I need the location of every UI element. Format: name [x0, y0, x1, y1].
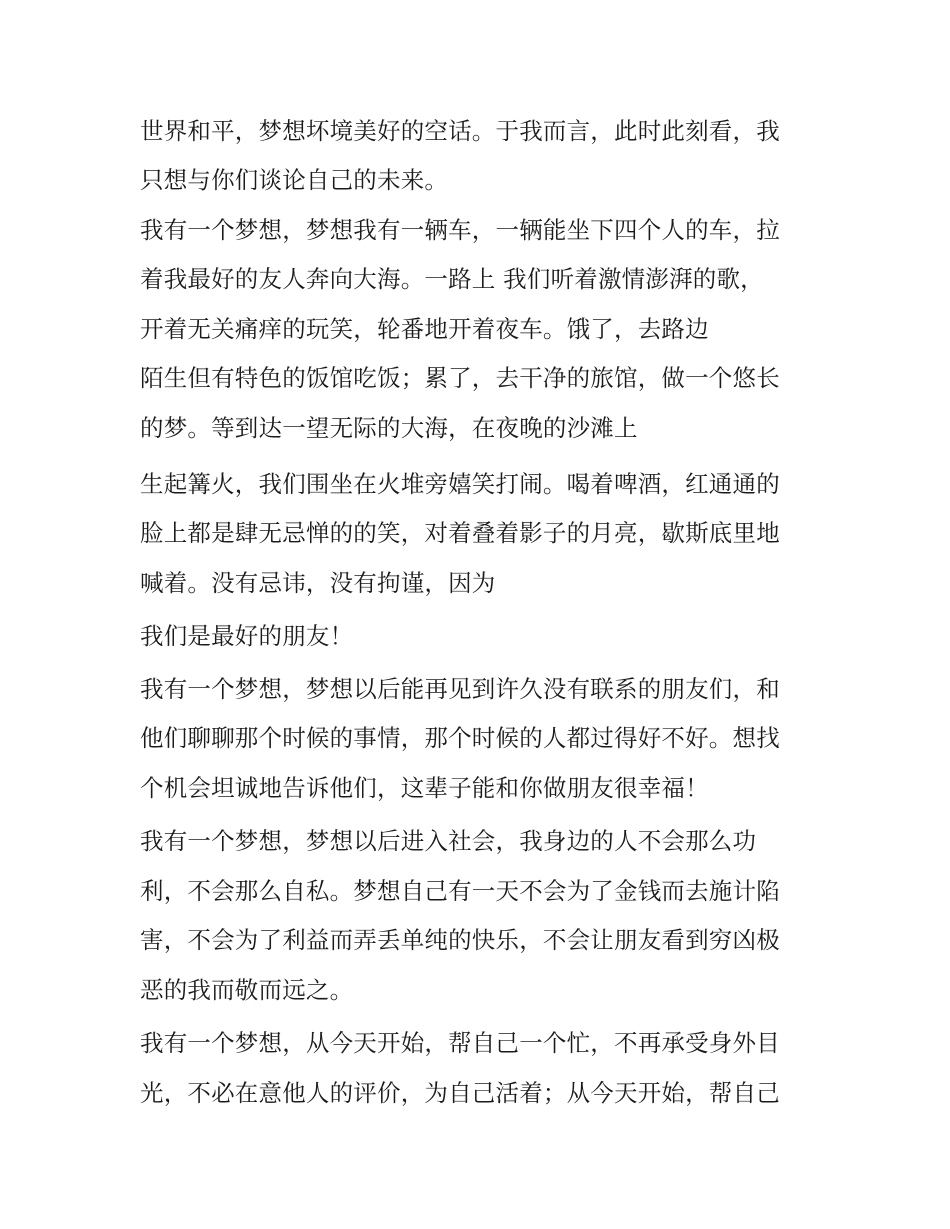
text-line: 脸上都是肆无忌惮的的笑，对着叠着影子的月亮，歇斯底里地: [140, 519, 780, 547]
text-line: 的梦。等到达一望无际的大海，在夜晚的沙滩上: [140, 414, 638, 442]
text-line: 开着无关痛痒的玩笑，轮番地开着夜车。饿了，去路边: [140, 315, 709, 343]
text-line: 生起篝火，我们围坐在火堆旁嬉笑打闹。喝着啤酒，红通通的: [140, 470, 780, 498]
text-line: 恶的我而敬而远之。: [140, 976, 354, 1004]
text-line: 我们是最好的朋友！: [140, 622, 354, 650]
text-line: 我有一个梦想，梦想以后进入社会，我身边的人不会那么功: [140, 827, 757, 855]
text-line: 害，不会为了利益而弄丢单纯的快乐，不会让朋友看到穷凶极: [140, 926, 780, 954]
text-line: 只想与你们谈论自己的未来。: [140, 166, 449, 194]
text-line: 我有一个梦想，从今天开始，帮自己一个忙，不再承受身外目: [140, 1029, 780, 1057]
text-line: 喊着。没有忌讳，没有拘谨，因为: [140, 569, 496, 597]
text-line: 我有一个梦想，梦想以后能再见到许久没有联系的朋友们，和: [140, 675, 780, 703]
text-line: 利，不会那么自私。梦想自己有一天不会为了金钱而去施计陷: [140, 877, 780, 905]
text-line: 个机会坦诚地告诉他们，这辈子能和你做朋友很幸福！: [140, 774, 709, 802]
text-line: 世界和平，梦想坏境美好的空话。于我而言，此时此刻看，我: [140, 117, 780, 145]
text-line: 他们聊聊那个时候的事情，那个时候的人都过得好不好。想找: [140, 724, 780, 752]
text-line: 我有一个梦想，梦想我有一辆车，一辆能坐下四个人的车，拉: [140, 216, 780, 244]
text-line: 着我最好的友人奔向大海。一路上 我们听着激情澎湃的歌，: [140, 265, 764, 293]
text-line: 光，不必在意他人的评价，为自己活着；从今天开始，帮自己: [140, 1079, 780, 1107]
text-line: 陌生但有特色的饭馆吃饭；累了，去干净的旅馆，做一个悠长: [140, 364, 780, 392]
